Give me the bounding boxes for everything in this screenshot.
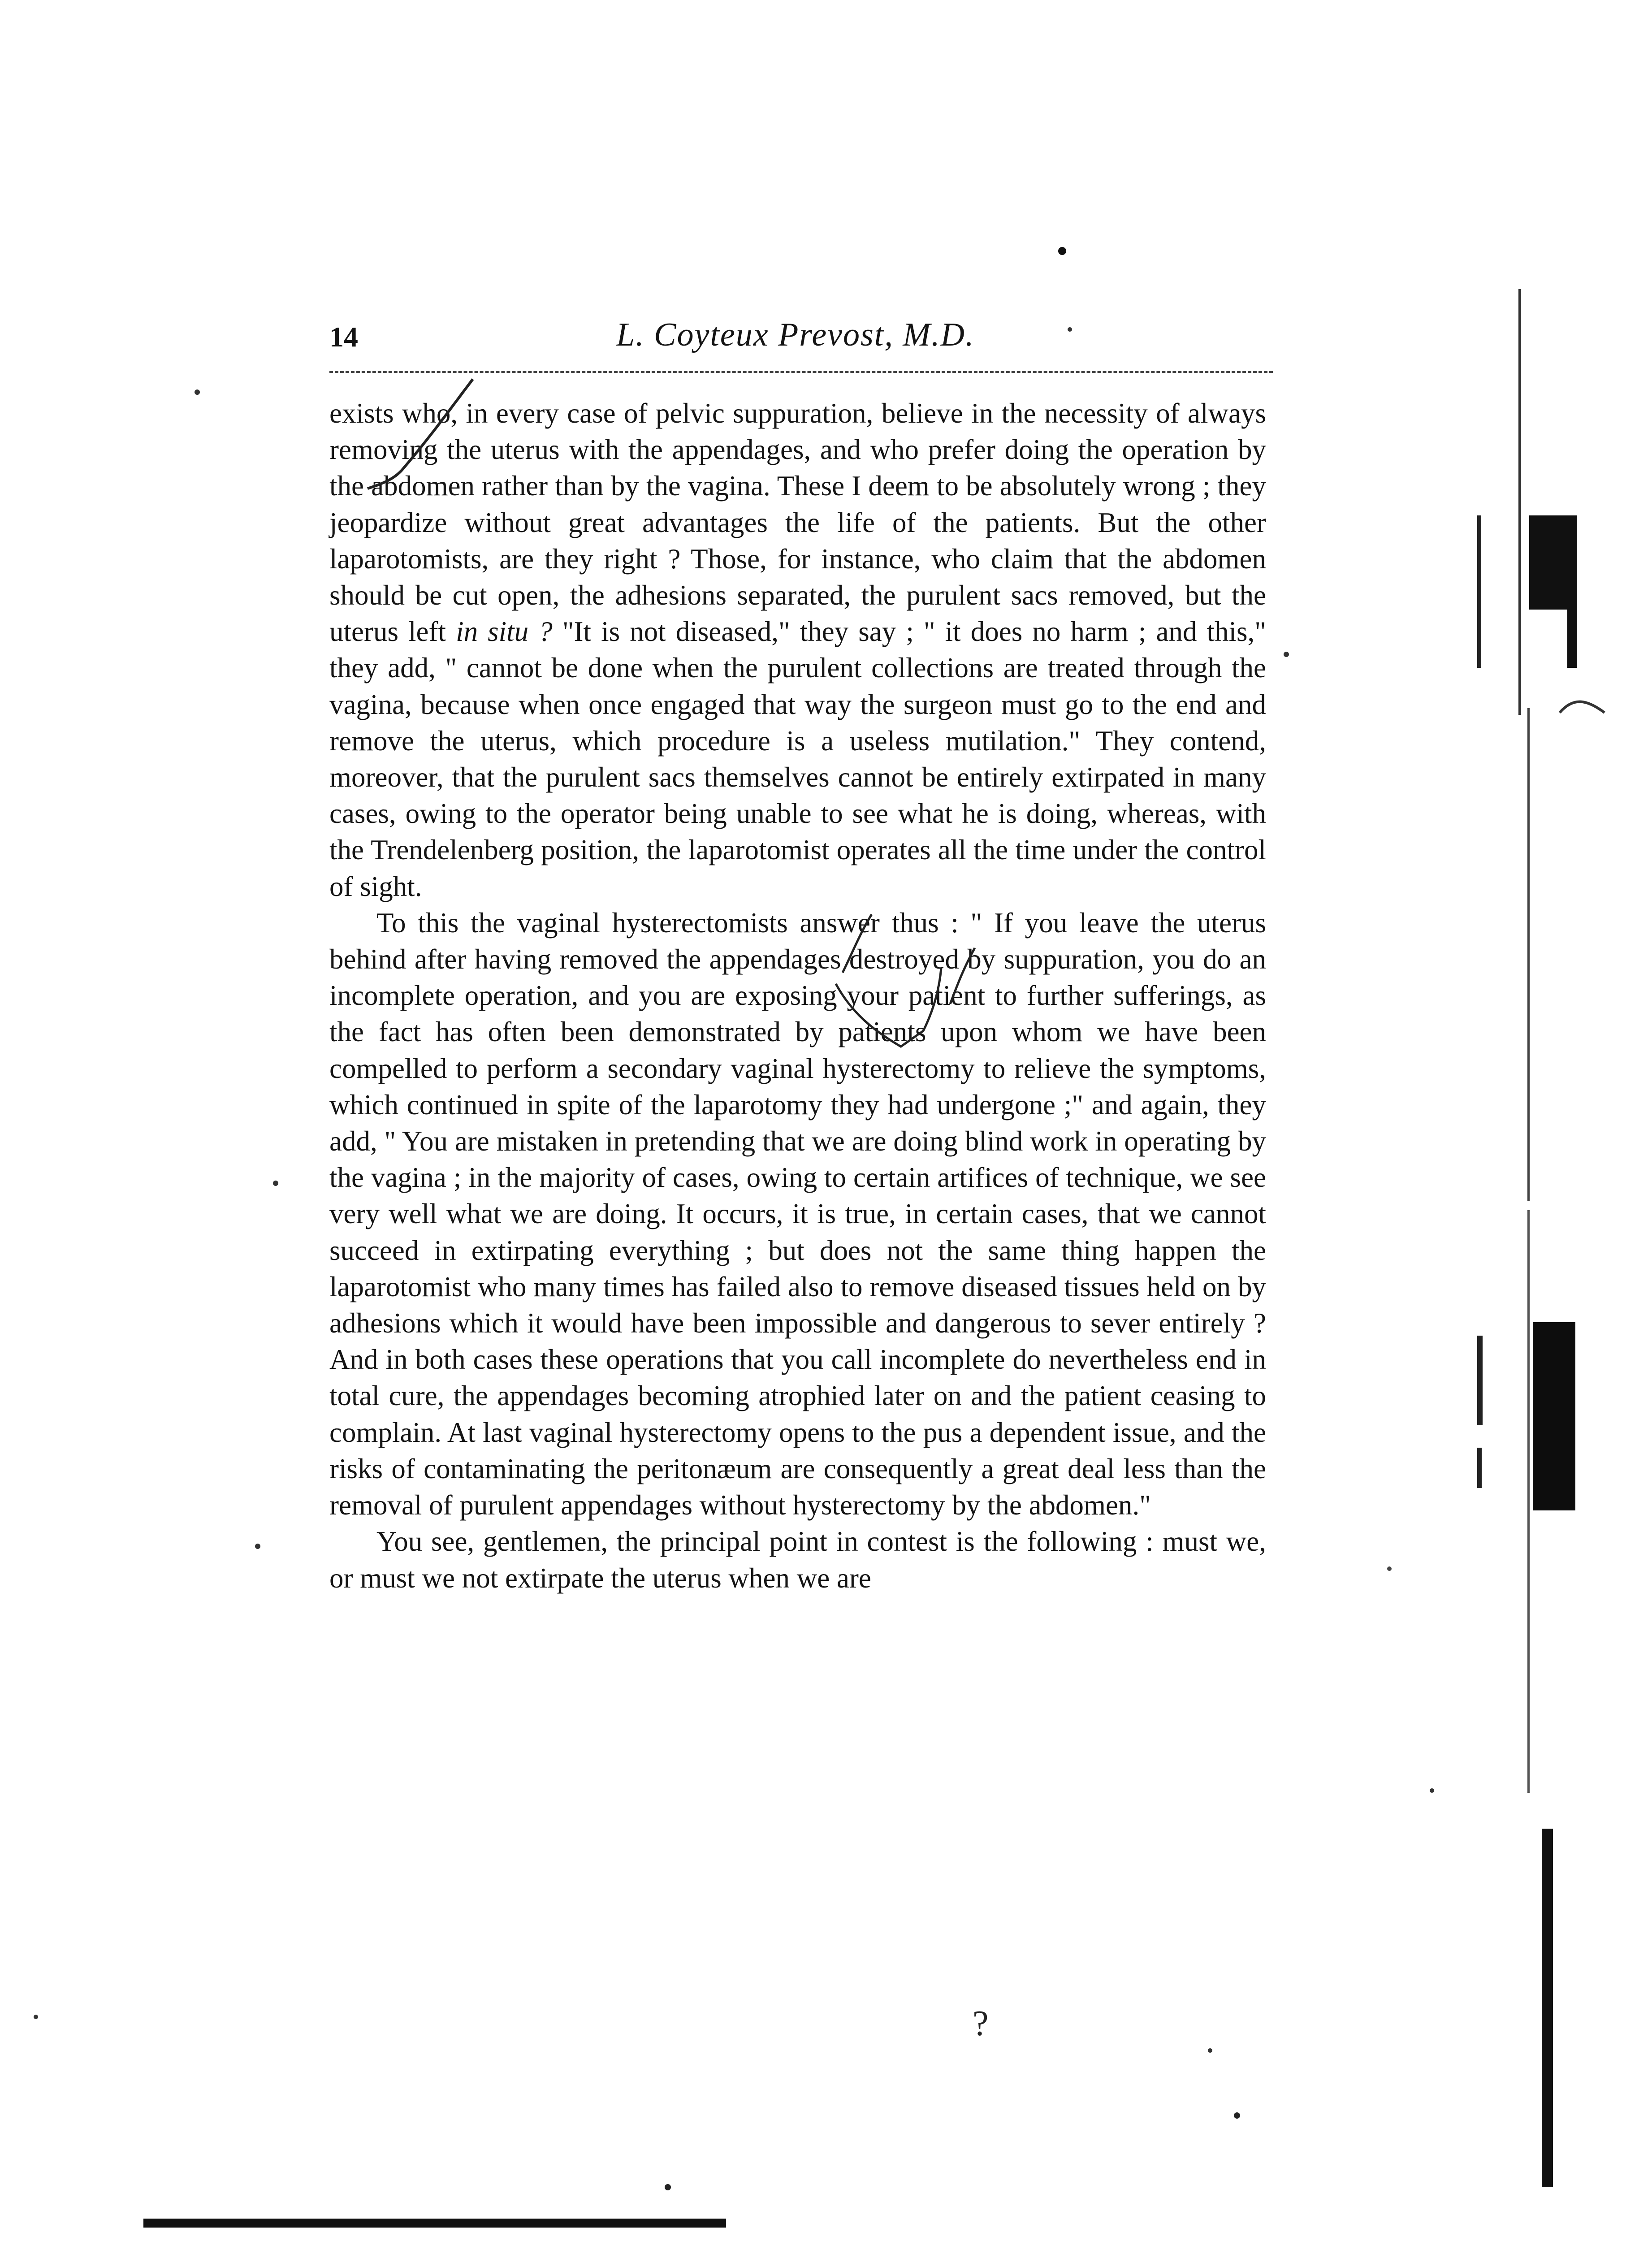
speck: [273, 1181, 278, 1186]
paragraph-1-italic-run: in situ ?: [456, 616, 553, 648]
speck: [665, 2184, 671, 2190]
bottom-rule: [143, 2219, 726, 2228]
body-text: [329, 395, 1266, 1596]
speck: [195, 389, 200, 395]
edge-curl: [1560, 702, 1604, 713]
paragraph-3: You see, gentlemen, the principal point in contest is the following : must we, or must we not extirpate the uterus when we are: [329, 1526, 1266, 1594]
bottom-mark: ?: [973, 2004, 989, 2043]
edge-shadow-10: [1542, 1829, 1553, 2187]
edge-shadow-9: [1477, 1448, 1482, 1488]
speck: [1387, 1566, 1392, 1571]
edge-shadow-8: [1477, 1336, 1483, 1425]
header-rule: [329, 371, 1273, 373]
paragraph-1: [329, 395, 1266, 905]
edge-shadow-1: [1518, 289, 1521, 715]
edge-shadow-5: [1527, 708, 1530, 1201]
edge-shadow-6: [1527, 1210, 1530, 1793]
speck: [1284, 652, 1289, 657]
running-title: L. Coyteux Prevost, M.D.: [616, 316, 975, 353]
page-header: [329, 316, 1273, 370]
speck: [34, 2015, 38, 2019]
edge-shadow-3: [1567, 515, 1577, 668]
edge-shadow-7: [1533, 1322, 1575, 1510]
page-number: 14: [329, 321, 358, 353]
edge-shadow-4: [1477, 515, 1481, 668]
paragraph-1-run-3: "It is not diseased," they say ; " it does no harm ; and this," they add, " cannot be done when the purulent collections are treated through the vagina, because when once engaged that way the surgeon must go to the end and remove the uterus, which procedure is a useless mutilation." They contend, moreover, that the purulent sacs themselves cannot be entirely extirpated in many cases, owing to the operator being unable to see what he is doing, whereas, with the Trendelenberg position, the laparotomist operates all the time under the control of sight.: [329, 616, 1267, 902]
speck: [255, 1544, 260, 1549]
paragraph-1-run-1: exists who, in every case of pelvic suppuration, believe in the necessity of always removing the uterus with the appendages, and who prefer doing the operation by the abdomen rather than by the vagina. These I deem to be absolutely wrong ; they jeopardize without great advantages the life of the patients. But the other laparotomists, are they right ? Those, for instance, who claim that the abdomen should be cut open, the adhesions separated, the purulent sacs removed, but the uterus left: [329, 398, 1266, 648]
paragraph-2: To this the vaginal hysterectomists answer thus : " If you leave the uterus behind after having removed the appendages destroyed by suppuration, you do an incomplete operation, and you are exposing your patient to further sufferings, as the fact has often been demonstrated by patients upon whom we have been compelled to perform a secondary vaginal hysterectomy to relieve the symptoms, which continued in spite of the laparotomy they had undergone ;" and again, they add, " You are mistaken in pretending that we are doing blind work in operating by the vagina ; in the majority of cases, owing to certain artifices of technique, we see very well what we are doing. It occurs, it is true, in certain cases, that we cannot succeed in extirpating everything ; but does not the same thing happen the laparotomist who many times has failed also to remove diseased tissues held on by adhesions which it would have been impossible and dangerous to sever entirely ? And in both cases these operations that you call incomplete do nevertheless end in total cure, the appendages becoming atrophied later on and the patient ceasing to complain. At last vaginal hysterectomy opens to the pus a dependent issue, and the risks of contaminating the peritonæum are consequently a great deal less than the removal of purulent appendages without hysterectomy by the abdomen.": [329, 907, 1266, 1521]
speck: [1234, 2112, 1240, 2119]
speck: [1430, 1788, 1434, 1793]
speck: [1208, 2048, 1212, 2053]
speck: [1058, 247, 1066, 255]
edge-shadow-2: [1529, 515, 1567, 610]
